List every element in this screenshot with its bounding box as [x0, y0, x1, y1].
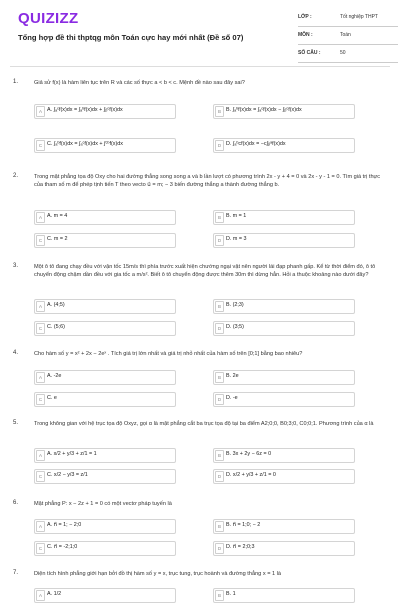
option-text: B. 1	[226, 591, 236, 597]
option-letter: C	[36, 394, 45, 405]
question-number: 3.	[13, 263, 19, 269]
option-letter: C	[36, 543, 45, 554]
option-text: B. ∫ₐᵇf(x)dx = ∫ₐᶜf(x)dx − ∫ᵦᶜf(x)dx	[226, 107, 302, 113]
worksheet-header	[0, 0, 400, 62]
option-letter: B	[215, 106, 224, 117]
option-text: B. 2e	[226, 373, 239, 379]
option-letter: A	[36, 450, 45, 461]
option-letter: D	[215, 140, 224, 151]
option-letter: B	[215, 450, 224, 461]
option-text: B. m = 1	[226, 213, 247, 219]
option-text: A. ∫ₐᶜf(x)dx = ∫ₐᵇf(x)dx + ∫ᵦᶜf(x)dx	[47, 107, 123, 113]
option-text: D. m = 3	[226, 236, 247, 242]
option-text: C. n⃗ = -2;1;0	[47, 544, 78, 550]
option-text: D. -e	[226, 395, 238, 401]
option-letter: B	[215, 301, 224, 312]
meta-row-question-count	[298, 47, 398, 65]
option-letter: A	[36, 590, 45, 601]
option-letter: A	[36, 521, 45, 532]
option-letter: B	[215, 521, 224, 532]
option-letter: D	[215, 323, 224, 334]
question-text: Trong không gian với hệ trục tọa độ Oxyz, gọi α là mặt phẳng cắt ba trục tọa độ tại ba điểm A2;0;0, B0;3;0, C0;0;1. Phương trình của α là	[34, 421, 374, 427]
option-letter: C	[36, 471, 45, 482]
quizizz-logo[interactable]: QUIZIZZ	[18, 10, 79, 27]
meta-value: Tốt nghiệp THPT	[340, 14, 378, 20]
question-text: Giả sử f(x) là hàm liên tục trên R và các số thực a < b < c. Mệnh đề nào sau đây sai?	[34, 80, 245, 86]
option-letter: B	[215, 590, 224, 601]
option-letter: A	[36, 372, 45, 383]
option-letter: D	[215, 235, 224, 246]
question-number: 5.	[13, 420, 19, 426]
option-text: C. x/2 − y/3 = z/1	[47, 472, 88, 478]
option-text: C. m = 2	[47, 236, 68, 242]
option-text: C. e	[47, 395, 57, 401]
option-letter: B	[215, 212, 224, 223]
meta-value: 50	[340, 50, 346, 56]
question-text: Mặt phẳng P: x − 2z + 1 = 0 có một vectơ pháp tuyến là	[34, 501, 172, 507]
question-text: Cho hàm số y = x² + 2x − 2eˣ . Tích giá trị lớn nhất và giá trị nhỏ nhất của hàm số trên [0;1] bằng bao nhiêu?	[34, 351, 303, 357]
question-number: 2.	[13, 173, 19, 179]
header-divider	[10, 66, 390, 67]
option-text: A. x/2 + y/3 + z/1 = 1	[47, 451, 97, 457]
question-number: 4.	[13, 350, 19, 356]
option-text: A. (4;5)	[47, 302, 65, 308]
option-text: B. (2;3)	[226, 302, 244, 308]
option-letter: C	[36, 235, 45, 246]
worksheet-title: Tổng hợp đề thi thptqg môn Toán cực hay mới nhất (Đề số 07)	[18, 33, 244, 42]
worksheet-meta	[298, 11, 398, 65]
meta-value: Toán	[340, 32, 351, 38]
option-text: D. n⃗ = 2;0;3	[226, 544, 255, 550]
option-letter: D	[215, 471, 224, 482]
option-text: A. -2e	[47, 373, 62, 379]
question-number: 7.	[13, 570, 19, 576]
meta-label: SỐ CÂU :	[298, 50, 321, 56]
option-text: C. (5;6)	[47, 324, 65, 330]
option-text: D. (3;5)	[226, 324, 244, 330]
option-text: A. 1/2	[47, 591, 62, 597]
option-letter: C	[36, 140, 45, 151]
option-text: A. m = 4	[47, 213, 68, 219]
meta-label: MÔN :	[298, 32, 313, 38]
option-text: A. n⃗ = 1; − 2;0	[47, 522, 82, 528]
meta-label: LỚP :	[298, 14, 312, 20]
meta-divider	[298, 62, 398, 63]
meta-divider	[298, 26, 398, 27]
question-number: 6.	[13, 500, 19, 506]
question-text: Trong mặt phẳng tọa độ Oxy cho hai đường thẳng song song a và b lần lượt có phương trình 2x - y + 4 = 0 và 2x - y - 1 = 0. Tìm giá trị thực của tham số m để phép tịnh tiến T theo vecto u⃗ = m; − 3 biến đường thẳng a thành đường thẳng b.	[34, 174, 381, 188]
question-text: Một ô tô đang chạy đều với vận tốc 15m/s thì phía trước xuất hiện chướng ngại vật nên người lái đạp phanh gấp. Kể từ thời điểm đó, ô tô chuyển động chậm dần đều với gia tốc a m/s². Biết ô tô chuyển động được thêm 30m thì dừng hẳn. Hỏi a thuộc khoảng nào dưới đây?	[34, 264, 376, 278]
option-text: B. 3x + 2y − 6z = 0	[226, 451, 272, 457]
option-text: D. x/2 + y/3 + z/1 = 0	[226, 472, 276, 478]
option-letter: A	[36, 106, 45, 117]
option-letter: C	[36, 323, 45, 334]
question-text: Diện tích hình phẳng giới hạn bởi đồ thị hàm số y = x, trục tung, trục hoành và đường thẳng x = 1 là	[34, 571, 282, 577]
meta-divider	[298, 44, 398, 45]
meta-row-class	[298, 11, 398, 29]
option-text: C. ∫ₐᵇf(x)dx = ∫ₐᶜf(x)dx + ∫ᶜᵇf(x)dx	[47, 141, 123, 147]
option-letter: B	[215, 372, 224, 383]
option-letter: A	[36, 301, 45, 312]
question-number: 1.	[13, 79, 19, 85]
option-text: B. n⃗ = 1;0; − 2	[226, 522, 261, 528]
option-letter: D	[215, 543, 224, 554]
option-text: D. ∫ₐᵇcf(x)dx = −c∫ᵦᵃf(x)dx	[226, 141, 286, 147]
meta-row-subject	[298, 29, 398, 47]
option-letter: A	[36, 212, 45, 223]
option-letter: D	[215, 394, 224, 405]
